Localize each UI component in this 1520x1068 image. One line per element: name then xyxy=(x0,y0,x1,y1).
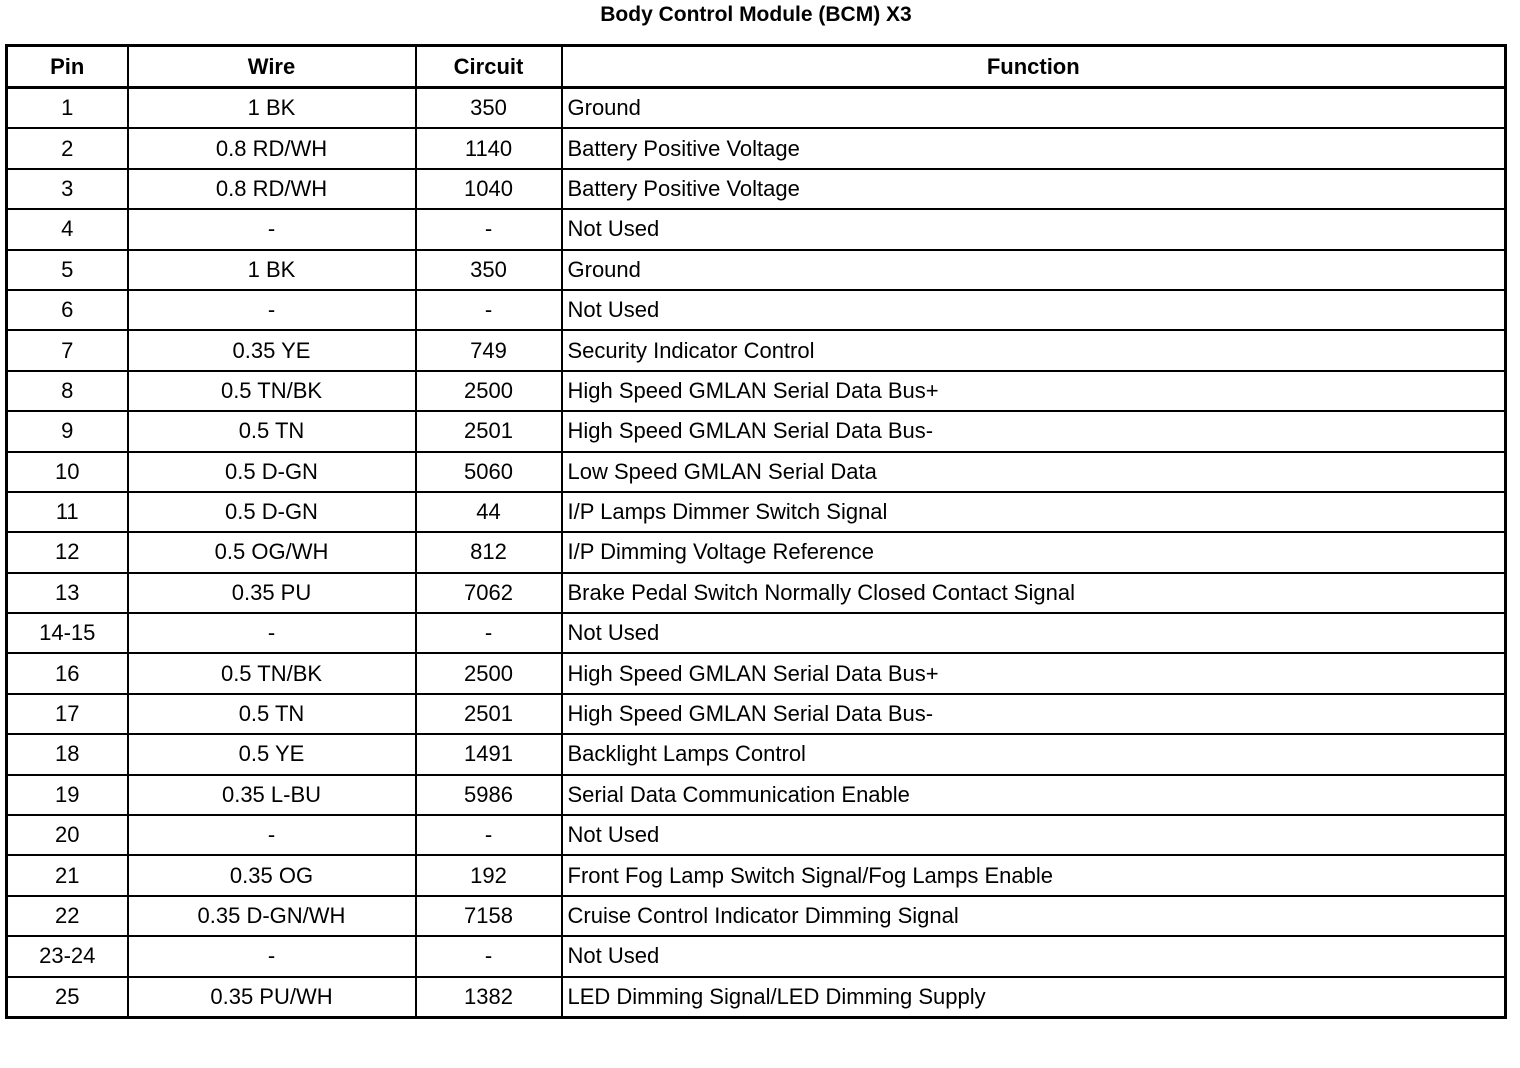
column-header-circuit: Circuit xyxy=(416,46,562,88)
function-cell: High Speed GMLAN Serial Data Bus- xyxy=(562,694,1506,734)
circuit-cell: 350 xyxy=(416,250,562,290)
pinout-table xyxy=(5,44,1507,1019)
circuit-cell: 1140 xyxy=(416,128,562,168)
function-cell: Low Speed GMLAN Serial Data xyxy=(562,452,1506,492)
function-cell: High Speed GMLAN Serial Data Bus- xyxy=(562,411,1506,451)
table-row xyxy=(7,775,1506,815)
table-row xyxy=(7,694,1506,734)
pin-cell: 10 xyxy=(7,452,128,492)
function-cell: Not Used xyxy=(562,613,1506,653)
table-row xyxy=(7,896,1506,936)
function-cell: I/P Lamps Dimmer Switch Signal xyxy=(562,492,1506,532)
function-cell: LED Dimming Signal/LED Dimming Supply xyxy=(562,977,1506,1018)
circuit-cell: 7062 xyxy=(416,573,562,613)
pin-cell: 25 xyxy=(7,977,128,1018)
table-row xyxy=(7,492,1506,532)
table-row xyxy=(7,815,1506,855)
function-cell: Cruise Control Indicator Dimming Signal xyxy=(562,896,1506,936)
wire-cell: 0.35 L-BU xyxy=(128,775,416,815)
table-row xyxy=(7,936,1506,976)
circuit-cell: - xyxy=(416,815,562,855)
wire-cell: - xyxy=(128,290,416,330)
circuit-cell: 192 xyxy=(416,855,562,895)
table-row xyxy=(7,88,1506,129)
table-row xyxy=(7,452,1506,492)
circuit-cell: 749 xyxy=(416,330,562,370)
table-row xyxy=(7,371,1506,411)
pin-cell: 9 xyxy=(7,411,128,451)
wire-cell: 0.5 YE xyxy=(128,734,416,774)
pin-cell: 13 xyxy=(7,573,128,613)
function-cell: Serial Data Communication Enable xyxy=(562,775,1506,815)
function-cell: Ground xyxy=(562,88,1506,129)
table-row xyxy=(7,734,1506,774)
wire-cell: 0.5 TN/BK xyxy=(128,371,416,411)
table-row xyxy=(7,330,1506,370)
wire-cell: - xyxy=(128,209,416,249)
table-row xyxy=(7,532,1506,572)
function-cell: I/P Dimming Voltage Reference xyxy=(562,532,1506,572)
function-cell: Ground xyxy=(562,250,1506,290)
wire-cell: - xyxy=(128,613,416,653)
function-cell: Battery Positive Voltage xyxy=(562,128,1506,168)
wire-cell: 0.35 PU/WH xyxy=(128,977,416,1018)
table-body xyxy=(7,88,1506,1018)
pin-cell: 8 xyxy=(7,371,128,411)
pin-cell: 5 xyxy=(7,250,128,290)
column-header-wire: Wire xyxy=(128,46,416,88)
wire-cell: 0.5 D-GN xyxy=(128,452,416,492)
table-row xyxy=(7,573,1506,613)
wire-cell: 0.5 TN xyxy=(128,411,416,451)
wire-cell: 0.8 RD/WH xyxy=(128,128,416,168)
table-row xyxy=(7,977,1506,1018)
wire-cell: 0.35 D-GN/WH xyxy=(128,896,416,936)
function-cell: Not Used xyxy=(562,290,1506,330)
pin-cell: 22 xyxy=(7,896,128,936)
wire-cell: - xyxy=(128,815,416,855)
pin-cell: 14-15 xyxy=(7,613,128,653)
wire-cell: 0.5 D-GN xyxy=(128,492,416,532)
table-row xyxy=(7,169,1506,209)
function-cell: Battery Positive Voltage xyxy=(562,169,1506,209)
function-cell: High Speed GMLAN Serial Data Bus+ xyxy=(562,653,1506,693)
table-header xyxy=(7,46,1506,88)
circuit-cell: 2501 xyxy=(416,694,562,734)
table-row xyxy=(7,290,1506,330)
circuit-cell: 5060 xyxy=(416,452,562,492)
circuit-cell: - xyxy=(416,209,562,249)
function-cell: Security Indicator Control xyxy=(562,330,1506,370)
function-cell: Not Used xyxy=(562,815,1506,855)
circuit-cell: 2501 xyxy=(416,411,562,451)
wire-cell: 0.5 TN xyxy=(128,694,416,734)
pin-cell: 19 xyxy=(7,775,128,815)
pin-cell: 7 xyxy=(7,330,128,370)
pin-cell: 21 xyxy=(7,855,128,895)
wire-cell: 0.5 OG/WH xyxy=(128,532,416,572)
pin-cell: 11 xyxy=(7,492,128,532)
circuit-cell: 1382 xyxy=(416,977,562,1018)
wire-cell: - xyxy=(128,936,416,976)
column-header-pin: Pin xyxy=(7,46,128,88)
table-row xyxy=(7,209,1506,249)
pin-cell: 12 xyxy=(7,532,128,572)
circuit-cell: - xyxy=(416,290,562,330)
function-cell: Front Fog Lamp Switch Signal/Fog Lamps Enable xyxy=(562,855,1506,895)
pin-cell: 3 xyxy=(7,169,128,209)
pin-cell: 4 xyxy=(7,209,128,249)
wire-cell: 0.35 OG xyxy=(128,855,416,895)
wire-cell: 0.35 YE xyxy=(128,330,416,370)
circuit-cell: 1040 xyxy=(416,169,562,209)
wire-cell: 1 BK xyxy=(128,88,416,129)
pin-cell: 1 xyxy=(7,88,128,129)
circuit-cell: 2500 xyxy=(416,653,562,693)
table-row xyxy=(7,250,1506,290)
circuit-cell: 5986 xyxy=(416,775,562,815)
wire-cell: 0.5 TN/BK xyxy=(128,653,416,693)
table-row xyxy=(7,411,1506,451)
pin-cell: 18 xyxy=(7,734,128,774)
pin-cell: 17 xyxy=(7,694,128,734)
circuit-cell: 1491 xyxy=(416,734,562,774)
function-cell: Backlight Lamps Control xyxy=(562,734,1506,774)
circuit-cell: - xyxy=(416,936,562,976)
wire-cell: 0.35 PU xyxy=(128,573,416,613)
wire-cell: 0.8 RD/WH xyxy=(128,169,416,209)
function-cell: Not Used xyxy=(562,936,1506,976)
function-cell: High Speed GMLAN Serial Data Bus+ xyxy=(562,371,1506,411)
wire-cell: 1 BK xyxy=(128,250,416,290)
table-row xyxy=(7,855,1506,895)
circuit-cell: 812 xyxy=(416,532,562,572)
pin-cell: 20 xyxy=(7,815,128,855)
header-row xyxy=(7,46,1506,88)
pin-cell: 23-24 xyxy=(7,936,128,976)
pin-cell: 6 xyxy=(7,290,128,330)
column-header-function: Function xyxy=(562,46,1506,88)
circuit-cell: 44 xyxy=(416,492,562,532)
table-row xyxy=(7,128,1506,168)
function-cell: Not Used xyxy=(562,209,1506,249)
pin-cell: 16 xyxy=(7,653,128,693)
pin-cell: 2 xyxy=(7,128,128,168)
table-row xyxy=(7,613,1506,653)
circuit-cell: 2500 xyxy=(416,371,562,411)
table-title: Body Control Module (BCM) X3 xyxy=(600,3,912,26)
circuit-cell: 7158 xyxy=(416,896,562,936)
table-row xyxy=(7,653,1506,693)
circuit-cell: - xyxy=(416,613,562,653)
function-cell: Brake Pedal Switch Normally Closed Contact Signal xyxy=(562,573,1506,613)
circuit-cell: 350 xyxy=(416,88,562,129)
